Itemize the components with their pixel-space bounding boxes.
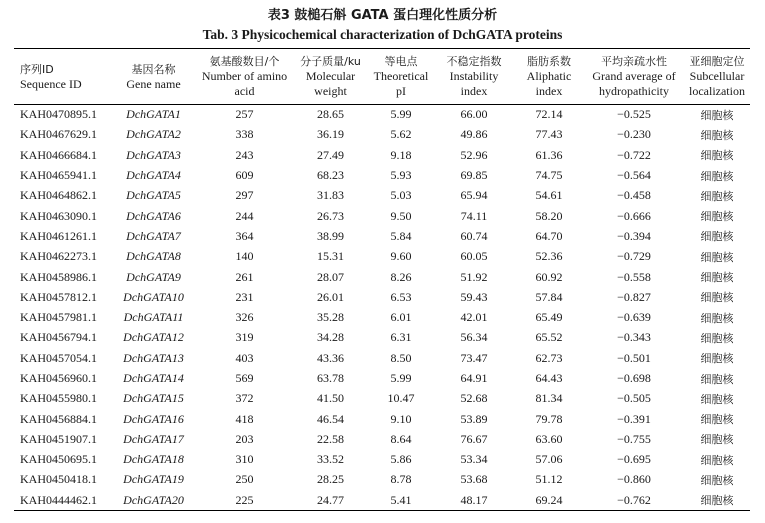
table-row xyxy=(14,165,750,185)
cell-gravy: −0.698 xyxy=(617,371,651,385)
cell-sequence-id: KAH0457054.1 xyxy=(20,350,97,365)
cell-aliphatic-index: 74.75 xyxy=(535,168,563,183)
table-row xyxy=(14,409,750,429)
table-header xyxy=(14,49,750,105)
cell-gravy: −0.343 xyxy=(617,330,651,345)
cell-theoretical-pi: 5.99 xyxy=(390,107,412,122)
cell-amino-acid-number: 569 xyxy=(235,371,254,385)
header-instability-index: 不稳定指数 Instability index xyxy=(434,49,514,105)
cell-theoretical-pi: 9.50 xyxy=(390,208,412,223)
cell-gene-name: DchGATA7 xyxy=(126,228,181,243)
table-row xyxy=(14,247,750,267)
cell-gravy: −0.695 xyxy=(617,452,651,467)
cell-molecular-weight: 41.50 xyxy=(317,391,344,406)
cell-instability-index: 69.85 xyxy=(460,168,488,183)
table-row xyxy=(14,490,750,510)
cell-instability-index: 60.05 xyxy=(460,249,488,264)
cell-instability-index: 42.01 xyxy=(460,310,488,325)
cell-subcellular-localization: 细胞核 xyxy=(700,433,734,447)
cell-sequence-id: KAH0457812.1 xyxy=(20,289,97,304)
cell-gene-name: DchGATA8 xyxy=(126,249,181,264)
cell-aliphatic-index: 58.20 xyxy=(535,208,563,223)
table-row xyxy=(14,125,750,145)
cell-amino-acid-number: 326 xyxy=(235,310,254,325)
cell-gravy: −0.827 xyxy=(617,289,651,304)
cell-amino-acid-number: 225 xyxy=(196,490,293,510)
cell-gene-name: DchGATA13 xyxy=(123,350,184,365)
header-theoretical-pi: 等电点 Theoretical pI xyxy=(368,49,434,105)
cell-sequence-id: KAH0455980.1 xyxy=(20,391,97,406)
cell-amino-acid-number: 231 xyxy=(235,289,254,304)
cell-gravy: −0.729 xyxy=(617,249,651,264)
cell-gravy: −0.564 xyxy=(617,168,651,183)
cell-amino-acid-number: 243 xyxy=(235,147,254,162)
cell-sequence-id: KAH0457981.1 xyxy=(20,310,97,325)
cell-sequence-id: KAH0464862.1 xyxy=(20,188,97,203)
cell-aliphatic-index: 79.78 xyxy=(535,411,563,426)
table-row xyxy=(14,328,750,348)
cell-amino-acid-number: 310 xyxy=(235,452,254,467)
cell-instability-index: 64.91 xyxy=(460,371,488,385)
cell-instability-index: 56.34 xyxy=(460,330,488,345)
cell-theoretical-pi: 6.53 xyxy=(390,289,412,304)
table-row xyxy=(14,206,750,226)
header-amino-acid-number: 氨基酸数目/个 Number of amino acid xyxy=(196,49,293,105)
cell-aliphatic-index: 81.34 xyxy=(535,391,563,406)
table-row xyxy=(14,267,750,287)
cell-sequence-id: KAH0456960.1 xyxy=(20,371,97,385)
cell-theoretical-pi: 5.86 xyxy=(390,452,412,467)
table-row xyxy=(14,186,750,206)
header-gene-name: 基因名称 Gene name xyxy=(111,49,196,105)
table-row xyxy=(14,429,750,449)
cell-subcellular-localization: 细胞核 xyxy=(700,128,734,142)
cell-subcellular-localization: 细胞核 xyxy=(700,250,734,264)
cell-molecular-weight: 24.77 xyxy=(293,490,368,510)
cell-theoretical-pi: 5.62 xyxy=(390,127,412,142)
cell-gene-name: DchGATA12 xyxy=(123,330,184,345)
cell-amino-acid-number: 609 xyxy=(235,168,254,183)
header-gravy: 平均亲疏水性 Grand average of hydropathicity xyxy=(584,49,684,105)
cell-theoretical-pi: 6.01 xyxy=(390,310,412,325)
cell-molecular-weight: 27.49 xyxy=(317,147,344,162)
cell-gene-name: DchGATA10 xyxy=(123,289,184,304)
cell-theoretical-pi: 9.10 xyxy=(390,411,412,426)
cell-subcellular-localization: 细胞核 xyxy=(700,291,734,305)
cell-aliphatic-index: 62.73 xyxy=(535,350,563,365)
cell-molecular-weight: 34.28 xyxy=(317,330,344,345)
header-row xyxy=(14,49,750,105)
cell-sequence-id: KAH0458986.1 xyxy=(20,269,97,284)
cell-gene-name: DchGATA4 xyxy=(126,168,181,183)
cell-gravy: −0.458 xyxy=(617,188,651,203)
cell-aliphatic-index: 69.24 xyxy=(514,490,584,510)
cell-molecular-weight: 31.83 xyxy=(317,188,344,203)
cell-sequence-id: KAH0456794.1 xyxy=(20,330,97,345)
cell-gene-name: DchGATA16 xyxy=(123,411,184,426)
cell-gene-name: DchGATA9 xyxy=(126,269,181,284)
cell-instability-index: 53.34 xyxy=(460,452,488,467)
cell-molecular-weight: 22.58 xyxy=(317,431,344,446)
cell-theoretical-pi: 8.78 xyxy=(390,472,412,487)
table-caption-english: Tab. 3 Physicochemical characterization of DchGATA proteins xyxy=(202,27,563,42)
cell-gravy: −0.501 xyxy=(617,350,651,365)
cell-amino-acid-number: 257 xyxy=(235,107,254,122)
cell-instability-index: 53.68 xyxy=(460,472,488,487)
cell-theoretical-pi: 10.47 xyxy=(387,391,415,406)
cell-molecular-weight: 36.19 xyxy=(317,127,344,142)
cell-gravy: −0.755 xyxy=(617,431,651,446)
cell-gravy: −0.558 xyxy=(617,269,651,284)
cell-molecular-weight: 26.73 xyxy=(317,208,344,223)
cell-subcellular-localization: 细胞核 xyxy=(700,392,734,406)
cell-subcellular-localization: 细胞核 xyxy=(700,473,734,487)
cell-gene-name: DchGATA18 xyxy=(123,452,184,467)
cell-theoretical-pi: 5.41 xyxy=(368,490,434,510)
cell-subcellular-localization: 细胞核 xyxy=(700,108,734,122)
cell-instability-index: 74.11 xyxy=(460,208,488,223)
cell-gene-name: DchGATA20 xyxy=(111,490,196,510)
cell-instability-index: 49.86 xyxy=(460,127,488,142)
table-row xyxy=(14,226,750,246)
cell-gravy: −0.505 xyxy=(617,391,651,406)
cell-amino-acid-number: 297 xyxy=(235,188,254,203)
cell-theoretical-pi: 6.31 xyxy=(390,330,412,345)
cell-amino-acid-number: 338 xyxy=(235,127,254,142)
cell-theoretical-pi: 9.18 xyxy=(390,147,412,162)
cell-theoretical-pi: 9.60 xyxy=(390,249,412,264)
cell-aliphatic-index: 65.49 xyxy=(535,310,563,325)
cell-molecular-weight: 35.28 xyxy=(317,310,344,325)
cell-molecular-weight: 33.52 xyxy=(317,452,344,467)
cell-sequence-id: KAH0461261.1 xyxy=(20,228,97,243)
table-row xyxy=(14,287,750,307)
cell-gene-name: DchGATA2 xyxy=(126,127,181,142)
cell-gravy: −0.762 xyxy=(584,490,684,510)
cell-subcellular-localization: 细胞核 xyxy=(700,271,734,285)
table-body xyxy=(14,105,750,511)
cell-aliphatic-index: 51.12 xyxy=(535,472,563,487)
cell-gene-name: DchGATA1 xyxy=(126,107,181,122)
cell-molecular-weight: 46.54 xyxy=(317,411,344,426)
cell-instability-index: 59.43 xyxy=(460,289,488,304)
cell-gene-name: DchGATA15 xyxy=(123,391,184,406)
cell-gene-name: DchGATA17 xyxy=(123,431,184,446)
cell-subcellular-localization: 细胞核 xyxy=(700,169,734,183)
cell-molecular-weight: 28.25 xyxy=(317,472,344,487)
cell-aliphatic-index: 52.36 xyxy=(535,249,563,264)
cell-aliphatic-index: 72.14 xyxy=(535,107,563,122)
cell-amino-acid-number: 319 xyxy=(235,330,254,345)
cell-instability-index: 48.17 xyxy=(434,490,514,510)
cell-sequence-id: KAH0450695.1 xyxy=(20,452,97,467)
cell-gravy: −0.860 xyxy=(617,472,651,487)
table-caption-chinese: 表3 鼓槌石斛 GATA 蛋白理化性质分析 xyxy=(267,8,498,23)
cell-amino-acid-number: 403 xyxy=(235,350,254,365)
cell-sequence-id: KAH0463090.1 xyxy=(20,208,97,223)
cell-gravy: −0.722 xyxy=(617,147,651,162)
cell-theoretical-pi: 8.26 xyxy=(390,269,412,284)
header-aliphatic-index: 脂肪系数 Aliphatic index xyxy=(514,49,584,105)
cell-subcellular-localization: 细胞核 xyxy=(700,189,734,203)
cell-theoretical-pi: 5.99 xyxy=(390,371,412,385)
cell-amino-acid-number: 418 xyxy=(235,411,254,426)
cell-sequence-id: KAH0470895.1 xyxy=(20,107,97,122)
table-row xyxy=(14,307,750,327)
cell-gravy: −0.639 xyxy=(617,310,651,325)
cell-sequence-id: KAH0450418.1 xyxy=(20,472,97,487)
cell-gene-name: DchGATA6 xyxy=(126,208,181,223)
cell-molecular-weight: 68.23 xyxy=(317,168,344,183)
table-row xyxy=(14,389,750,409)
cell-sequence-id: KAH0466684.1 xyxy=(20,147,97,162)
cell-aliphatic-index: 57.84 xyxy=(535,289,563,304)
cell-sequence-id: KAH0462273.1 xyxy=(20,249,97,264)
cell-aliphatic-index: 57.06 xyxy=(535,452,563,467)
cell-theoretical-pi: 8.50 xyxy=(390,350,412,365)
cell-aliphatic-index: 64.70 xyxy=(535,228,563,243)
cell-molecular-weight: 43.36 xyxy=(317,350,344,365)
cell-instability-index: 65.94 xyxy=(460,188,488,203)
cell-amino-acid-number: 364 xyxy=(235,228,254,243)
cell-amino-acid-number: 203 xyxy=(235,431,254,446)
cell-gravy: −0.525 xyxy=(617,107,651,122)
cell-amino-acid-number: 250 xyxy=(235,472,254,487)
cell-gravy: −0.230 xyxy=(617,127,651,142)
cell-aliphatic-index: 60.92 xyxy=(535,269,563,284)
cell-aliphatic-index: 64.43 xyxy=(535,371,563,385)
cell-subcellular-localization: 细胞核 xyxy=(684,490,750,510)
cell-theoretical-pi: 5.93 xyxy=(390,168,412,183)
cell-theoretical-pi: 5.03 xyxy=(390,188,412,203)
cell-aliphatic-index: 63.60 xyxy=(535,431,563,446)
cell-subcellular-localization: 细胞核 xyxy=(700,413,734,427)
cell-instability-index: 73.47 xyxy=(460,350,488,365)
table-row xyxy=(14,105,750,125)
cell-instability-index: 66.00 xyxy=(460,107,488,122)
cell-amino-acid-number: 140 xyxy=(235,249,254,264)
cell-aliphatic-index: 61.36 xyxy=(535,147,563,162)
cell-gene-name: DchGATA5 xyxy=(126,188,181,203)
cell-molecular-weight: 38.99 xyxy=(317,228,344,243)
table-row xyxy=(14,450,750,470)
cell-gravy: −0.394 xyxy=(617,228,651,243)
header-sequence-id: 序列ID Sequence ID xyxy=(14,49,111,105)
cell-aliphatic-index: 54.61 xyxy=(535,188,563,203)
table-row xyxy=(14,368,750,388)
cell-molecular-weight: 28.07 xyxy=(317,269,344,284)
table-row xyxy=(14,470,750,490)
cell-subcellular-localization: 细胞核 xyxy=(700,331,734,345)
cell-subcellular-localization: 细胞核 xyxy=(700,149,734,163)
cell-molecular-weight: 26.01 xyxy=(317,289,344,304)
cell-amino-acid-number: 261 xyxy=(235,269,254,284)
cell-sequence-id: KAH0451907.1 xyxy=(20,431,97,446)
cell-instability-index: 60.74 xyxy=(460,228,488,243)
cell-sequence-id: KAH0456884.1 xyxy=(20,411,97,426)
cell-subcellular-localization: 细胞核 xyxy=(700,453,734,467)
physicochemical-table xyxy=(14,48,750,511)
cell-instability-index: 52.96 xyxy=(460,147,488,162)
cell-theoretical-pi: 5.84 xyxy=(390,228,412,243)
cell-subcellular-localization: 细胞核 xyxy=(700,230,734,244)
cell-gene-name: DchGATA11 xyxy=(123,310,184,325)
cell-gene-name: DchGATA19 xyxy=(123,472,184,487)
cell-subcellular-localization: 细胞核 xyxy=(700,372,734,386)
cell-molecular-weight: 15.31 xyxy=(317,249,344,264)
cell-instability-index: 52.68 xyxy=(460,391,488,406)
cell-instability-index: 51.92 xyxy=(460,269,488,284)
cell-instability-index: 76.67 xyxy=(460,431,488,446)
cell-subcellular-localization: 细胞核 xyxy=(700,352,734,366)
cell-molecular-weight: 63.78 xyxy=(317,371,344,385)
table-row xyxy=(14,348,750,368)
cell-sequence-id: KAH0444462.1 xyxy=(14,490,111,510)
cell-gene-name: DchGATA14 xyxy=(123,371,184,385)
cell-amino-acid-number: 372 xyxy=(235,391,254,406)
cell-gene-name: DchGATA3 xyxy=(126,147,181,162)
cell-sequence-id: KAH0467629.1 xyxy=(20,127,97,142)
cell-subcellular-localization: 细胞核 xyxy=(700,210,734,224)
table-row xyxy=(14,145,750,165)
cell-instability-index: 53.89 xyxy=(460,411,488,426)
cell-gravy: −0.391 xyxy=(617,411,651,426)
cell-theoretical-pi: 8.64 xyxy=(390,431,412,446)
cell-molecular-weight: 28.65 xyxy=(317,107,344,122)
cell-amino-acid-number: 244 xyxy=(235,208,254,223)
cell-subcellular-localization: 细胞核 xyxy=(700,311,734,325)
cell-gravy: −0.666 xyxy=(617,208,651,223)
cell-aliphatic-index: 77.43 xyxy=(535,127,563,142)
cell-aliphatic-index: 65.52 xyxy=(535,330,563,345)
header-subcellular-localization: 亚细胞定位 Subcellular localization xyxy=(684,49,750,105)
header-molecular-weight: 分子质量/ku Molecular weight xyxy=(293,49,368,105)
cell-sequence-id: KAH0465941.1 xyxy=(20,168,97,183)
